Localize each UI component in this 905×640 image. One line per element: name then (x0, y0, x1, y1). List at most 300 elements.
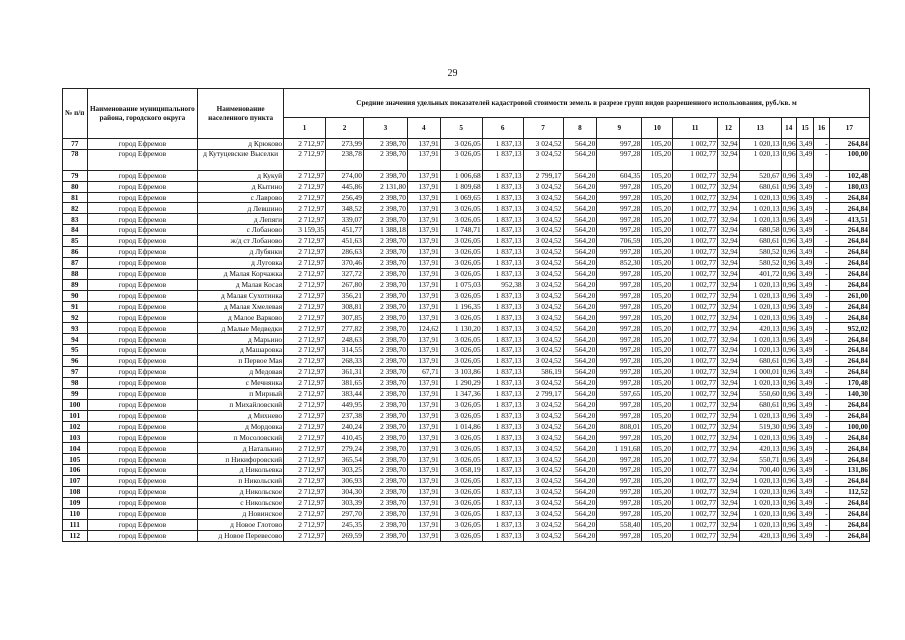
value-cell-group-4: 67,71 (407, 367, 440, 378)
value-cell-group-6: 1 837,13 (482, 476, 523, 487)
value-cell-group-17: 140,30 (829, 388, 869, 399)
value-cell-group-12: 32,94 (718, 192, 739, 203)
row-district-cell: город Ефремов (87, 443, 198, 454)
value-cell-group-7: 3 024,52 (523, 149, 563, 170)
row-district-cell: город Ефремов (87, 345, 198, 356)
row-index-cell: 103 (63, 432, 88, 443)
value-cell-group-7: 3 024,52 (523, 465, 563, 476)
value-cell-group-1: 2 712,97 (284, 377, 326, 388)
value-cell-group-9: 706,59 (597, 236, 642, 247)
header-values-title: Средние значения удельных показателей кадастровой стоимости земель в разрезе групп видов разрешенного использования, руб./кв. м (284, 89, 870, 118)
value-cell-group-17: 264,84 (829, 139, 869, 150)
value-cell-group-16: - (814, 312, 829, 323)
row-district-cell: город Ефремов (87, 465, 198, 476)
value-cell-group-14: 0,96 (782, 225, 796, 235)
value-cell-group-3: 2 398,70 (363, 268, 407, 279)
value-cell-group-12: 32,94 (718, 399, 739, 410)
row-index-cell: 102 (63, 421, 88, 432)
value-cell-group-3: 2 398,70 (363, 476, 407, 487)
value-cell-group-12: 32,94 (718, 268, 739, 279)
table-row (63, 139, 870, 150)
value-cell-group-6: 1 837,13 (482, 399, 523, 410)
header-group-3: 3 (363, 118, 407, 139)
value-cell-group-1: 2 712,97 (284, 399, 326, 410)
row-district-cell: город Ефремов (87, 149, 198, 170)
value-cell-group-14: 0,96 (782, 454, 796, 464)
table-row (63, 181, 870, 192)
value-cell-group-11: 1 002,77 (673, 465, 718, 476)
value-cell-group-14: 0,96 (782, 170, 796, 180)
value-cell-group-7: 3 024,52 (523, 203, 563, 214)
row-place-cell: п Михайловский (198, 399, 284, 410)
value-cell-group-1: 2 712,97 (284, 508, 326, 519)
value-cell-group-2: 245,35 (326, 519, 364, 530)
value-cell-group-6: 1 837,13 (482, 367, 523, 378)
value-cell-group-6: 952,38 (482, 279, 523, 290)
value-cell-group-13: 1 020,13 (739, 410, 781, 421)
value-cell-group-10: 105,20 (642, 530, 673, 541)
row-place-cell: д Кукуй (198, 170, 284, 181)
row-index-cell: 94 (63, 334, 88, 345)
value-cell-group-12: 32,94 (718, 170, 739, 181)
value-cell-group-10: 105,20 (642, 257, 673, 268)
value-cell-group-2: 240,24 (326, 421, 364, 432)
value-cell-group-5: 3 103,86 (440, 367, 482, 378)
value-cell-group-6: 1 837,13 (482, 225, 523, 236)
value-cell-group-2: 451,77 (326, 225, 364, 236)
value-cell-group-16: - (814, 388, 829, 399)
row-district-cell: город Ефремов (87, 268, 198, 279)
value-cell-group-15: 3,49 (796, 279, 813, 290)
value-cell-group-6: 1 837,13 (482, 149, 523, 170)
value-cell-group-10: 105,20 (642, 268, 673, 279)
value-cell-group-17: 264,84 (829, 247, 869, 258)
value-cell-group-8: 564,20 (563, 486, 597, 497)
header-group-15: 15 (796, 118, 813, 139)
value-cell-group-3: 2 398,70 (363, 443, 407, 454)
value-cell-group-16: - (814, 290, 829, 301)
value-cell-group-14: 0,96 (782, 378, 796, 388)
value-cell-group-7: 3 024,52 (523, 139, 563, 150)
value-cell-group-8: 564,20 (563, 192, 597, 203)
value-cell-group-6: 1 837,13 (482, 454, 523, 465)
value-cell-group-15: 3,49 (796, 203, 813, 214)
value-cell-group-15: 3,49 (796, 192, 813, 203)
value-cell-group-9: 997,28 (597, 530, 642, 541)
value-cell-group-13: 420,13 (739, 323, 781, 334)
row-district-cell: город Ефремов (87, 410, 198, 421)
value-cell-group-6: 1 837,13 (482, 334, 523, 345)
table-row (63, 530, 870, 541)
value-cell-group-17: 264,84 (829, 301, 869, 312)
value-cell-group-5: 3 026,05 (440, 290, 482, 301)
value-cell-group-14: 0,96 (782, 487, 796, 497)
value-cell-group-4: 137,91 (407, 149, 440, 170)
value-cell-group-17: 264,84 (829, 508, 869, 519)
value-cell-group-6: 1 837,13 (482, 530, 523, 541)
value-cell-group-8: 564,20 (563, 334, 597, 345)
value-cell-group-9: 997,28 (597, 312, 642, 323)
value-cell-group-11: 1 002,77 (673, 486, 718, 497)
value-cell-group-10: 105,20 (642, 139, 673, 150)
value-cell-group-4: 137,91 (407, 345, 440, 356)
header-group-5: 5 (440, 118, 482, 139)
row-index-cell: 112 (63, 530, 88, 541)
value-cell-group-10: 105,20 (642, 486, 673, 497)
value-cell-group-5: 3 026,05 (440, 497, 482, 508)
value-cell-group-8: 564,20 (563, 170, 597, 181)
value-cell-group-2: 308,81 (326, 301, 364, 312)
value-cell-group-10: 105,20 (642, 334, 673, 345)
value-cell-group-10: 105,20 (642, 454, 673, 465)
value-cell-group-7: 3 024,52 (523, 443, 563, 454)
table-row (63, 345, 870, 356)
value-cell-group-1: 2 712,97 (284, 454, 326, 465)
value-cell-group-13: 1 020,13 (739, 301, 781, 312)
value-cell-group-1: 2 712,97 (284, 257, 326, 268)
value-cell-group-6: 1 837,13 (482, 170, 523, 181)
row-index-cell: 107 (63, 476, 88, 487)
row-index-cell: 104 (63, 443, 88, 454)
value-cell-group-10: 105,20 (642, 421, 673, 432)
value-cell-group-14: 0,96 (782, 509, 796, 519)
value-cell-group-17: 100,00 (829, 421, 869, 432)
row-place-cell: ж/д ст Лобаново (198, 236, 284, 247)
value-cell-group-17: 952,02 (829, 323, 869, 334)
table-row (63, 476, 870, 487)
value-cell-group-7: 3 024,52 (523, 345, 563, 356)
value-cell-group-1: 2 712,97 (284, 497, 326, 508)
row-district-cell: город Ефремов (87, 290, 198, 301)
value-cell-group-15: 3,49 (796, 345, 813, 356)
value-cell-group-10: 105,20 (642, 279, 673, 290)
value-cell-group-6: 1 837,13 (482, 301, 523, 312)
value-cell-group-1: 2 712,97 (284, 519, 326, 530)
value-cell-group-14: 0,96 (782, 432, 796, 442)
row-place-cell: с Лаврово (198, 192, 284, 203)
row-district-cell: город Ефремов (87, 323, 198, 334)
value-cell-group-7: 3 024,52 (523, 312, 563, 323)
value-cell-group-13: 1 020,13 (739, 508, 781, 519)
value-cell-group-3: 2 398,70 (363, 279, 407, 290)
table-row (63, 334, 870, 345)
value-cell-group-15: 3,49 (796, 421, 813, 432)
value-cell-group-12: 32,94 (718, 519, 739, 530)
value-cell-group-10: 105,20 (642, 323, 673, 334)
row-place-cell: д Малая Корчажка (198, 268, 284, 279)
row-place-cell: д Малое Варково (198, 312, 284, 323)
value-cell-group-6: 1 837,13 (482, 377, 523, 388)
value-cell-group-8: 564,20 (563, 139, 597, 150)
value-cell-group-15: 3,49 (796, 519, 813, 530)
value-cell-group-7: 3 024,52 (523, 410, 563, 421)
table-row (63, 268, 870, 279)
value-cell-group-8: 564,20 (563, 399, 597, 410)
header-group-7: 7 (523, 118, 563, 139)
table-row (63, 214, 870, 225)
value-cell-group-11: 1 002,77 (673, 323, 718, 334)
row-index-cell: 95 (63, 345, 88, 356)
value-cell-group-5: 3 026,05 (440, 486, 482, 497)
value-cell-group-5: 3 026,05 (440, 312, 482, 323)
row-district-cell: город Ефремов (87, 530, 198, 541)
value-cell-group-7: 3 024,52 (523, 432, 563, 443)
value-cell-group-17: 264,84 (829, 356, 869, 367)
value-cell-group-1: 3 159,35 (284, 225, 326, 236)
value-cell-group-17: 264,84 (829, 192, 869, 203)
value-cell-group-10: 105,20 (642, 290, 673, 301)
value-cell-group-11: 1 002,77 (673, 530, 718, 541)
value-cell-group-17: 180,03 (829, 181, 869, 192)
value-cell-group-16: - (814, 508, 829, 519)
value-cell-group-9: 997,28 (597, 192, 642, 203)
row-district-cell: город Ефремов (87, 486, 198, 497)
table-row (63, 508, 870, 519)
value-cell-group-15: 3,49 (796, 399, 813, 410)
value-cell-group-16: - (814, 530, 829, 541)
value-cell-group-3: 2 398,70 (363, 203, 407, 214)
value-cell-group-15: 3,49 (796, 476, 813, 487)
row-index-cell: 93 (63, 323, 88, 334)
value-cell-group-10: 105,20 (642, 181, 673, 192)
header-group-1: 1 (284, 118, 326, 139)
value-cell-group-14: 0,96 (782, 192, 796, 202)
table-row (63, 279, 870, 290)
value-cell-group-16: - (814, 170, 829, 181)
value-cell-group-11: 1 002,77 (673, 192, 718, 203)
value-cell-group-17: 264,84 (829, 257, 869, 268)
value-cell-group-1: 2 712,97 (284, 421, 326, 432)
value-cell-group-16: - (814, 421, 829, 432)
value-cell-group-8: 564,20 (563, 465, 597, 476)
value-cell-group-12: 32,94 (718, 367, 739, 378)
value-cell-group-6: 1 837,13 (482, 465, 523, 476)
value-cell-group-16: - (814, 236, 829, 247)
value-cell-group-10: 105,20 (642, 203, 673, 214)
value-cell-group-8: 564,20 (563, 181, 597, 192)
value-cell-group-14: 0,96 (782, 280, 796, 290)
value-cell-group-1: 2 712,97 (284, 181, 326, 192)
value-cell-group-15: 3,49 (796, 367, 813, 378)
value-cell-group-12: 32,94 (718, 476, 739, 487)
row-place-cell: д Новое Перевесово (198, 530, 284, 541)
value-cell-group-2: 381,65 (326, 377, 364, 388)
value-cell-group-4: 137,91 (407, 486, 440, 497)
value-cell-group-13: 1 020,13 (739, 279, 781, 290)
value-cell-group-6: 1 837,13 (482, 139, 523, 150)
value-cell-group-4: 137,91 (407, 530, 440, 541)
value-cell-group-4: 137,91 (407, 257, 440, 268)
value-cell-group-7: 3 024,52 (523, 192, 563, 203)
value-cell-group-9: 558,40 (597, 519, 642, 530)
value-cell-group-9: 997,28 (597, 225, 642, 236)
value-cell-group-14: 0,96 (782, 290, 796, 300)
value-cell-group-10: 105,20 (642, 149, 673, 170)
value-cell-group-1: 2 712,97 (284, 476, 326, 487)
value-cell-group-8: 564,20 (563, 301, 597, 312)
table-row (63, 421, 870, 432)
value-cell-group-4: 137,91 (407, 181, 440, 192)
value-cell-group-5: 1 748,71 (440, 225, 482, 236)
value-cell-group-11: 1 002,77 (673, 312, 718, 323)
value-cell-group-7: 3 024,52 (523, 181, 563, 192)
value-cell-group-5: 3 026,05 (440, 214, 482, 225)
value-cell-group-3: 2 398,70 (363, 170, 407, 181)
value-cell-group-12: 32,94 (718, 454, 739, 465)
value-cell-group-3: 2 398,70 (363, 301, 407, 312)
value-cell-group-2: 268,33 (326, 356, 364, 367)
table-row (63, 356, 870, 367)
value-cell-group-15: 3,49 (796, 334, 813, 345)
value-cell-group-17: 413,51 (829, 214, 869, 225)
row-index-cell: 82 (63, 203, 88, 214)
value-cell-group-1: 2 712,97 (284, 290, 326, 301)
value-cell-group-3: 2 398,70 (363, 465, 407, 476)
row-place-cell: с Мечнянка (198, 377, 284, 388)
row-index-cell: 89 (63, 279, 88, 290)
value-cell-group-16: - (814, 334, 829, 345)
value-cell-group-12: 32,94 (718, 421, 739, 432)
value-cell-group-1: 2 712,97 (284, 367, 326, 378)
value-cell-group-3: 2 398,70 (363, 149, 407, 170)
value-cell-group-5: 3 026,05 (440, 236, 482, 247)
value-cell-group-16: - (814, 214, 829, 225)
value-cell-group-10: 105,20 (642, 443, 673, 454)
value-cell-group-5: 3 026,05 (440, 149, 482, 170)
value-cell-group-5: 1 069,65 (440, 192, 482, 203)
value-cell-group-14: 0,96 (782, 139, 796, 149)
value-cell-group-15: 3,49 (796, 454, 813, 465)
value-cell-group-4: 137,91 (407, 432, 440, 443)
value-cell-group-6: 1 837,13 (482, 421, 523, 432)
value-cell-group-2: 286,63 (326, 247, 364, 258)
value-cell-group-9: 997,28 (597, 367, 642, 378)
value-cell-group-9: 997,28 (597, 454, 642, 465)
value-cell-group-17: 170,48 (829, 377, 869, 388)
value-cell-group-13: 519,30 (739, 421, 781, 432)
value-cell-group-17: 264,84 (829, 367, 869, 378)
value-cell-group-9: 997,28 (597, 139, 642, 150)
row-index-cell: 110 (63, 508, 88, 519)
header-group-10: 10 (642, 118, 673, 139)
value-cell-group-5: 3 026,05 (440, 334, 482, 345)
value-cell-group-11: 1 002,77 (673, 268, 718, 279)
value-cell-group-8: 564,20 (563, 203, 597, 214)
value-cell-group-4: 137,91 (407, 377, 440, 388)
value-cell-group-17: 264,84 (829, 203, 869, 214)
row-district-cell: город Ефремов (87, 388, 198, 399)
value-cell-group-14: 0,96 (782, 399, 796, 409)
value-cell-group-11: 1 002,77 (673, 247, 718, 258)
value-cell-group-13: 680,58 (739, 225, 781, 236)
table-row (63, 301, 870, 312)
value-cell-group-11: 1 002,77 (673, 443, 718, 454)
table-row (63, 257, 870, 268)
value-cell-group-1: 2 712,97 (284, 334, 326, 345)
value-cell-group-4: 137,91 (407, 465, 440, 476)
page-number: 29 (447, 68, 458, 79)
value-cell-group-1: 2 712,97 (284, 301, 326, 312)
value-cell-group-6: 1 837,13 (482, 356, 523, 367)
row-place-cell: д Натальино (198, 443, 284, 454)
value-cell-group-15: 3,49 (796, 486, 813, 497)
value-cell-group-14: 0,96 (782, 181, 796, 191)
value-cell-group-10: 105,20 (642, 356, 673, 367)
value-cell-group-4: 137,91 (407, 139, 440, 150)
value-cell-group-9: 997,28 (597, 508, 642, 519)
row-index-cell: 101 (63, 410, 88, 421)
row-district-cell: город Ефремов (87, 519, 198, 530)
row-district-cell: город Ефремов (87, 279, 198, 290)
value-cell-group-13: 420,13 (739, 530, 781, 541)
table-row (63, 399, 870, 410)
value-cell-group-14: 0,96 (782, 356, 796, 366)
value-cell-group-3: 2 398,70 (363, 236, 407, 247)
value-cell-group-11: 1 002,77 (673, 290, 718, 301)
value-cell-group-6: 1 837,13 (482, 214, 523, 225)
value-cell-group-8: 564,20 (563, 149, 597, 170)
header-group-4: 4 (407, 118, 440, 139)
value-cell-group-17: 264,84 (829, 225, 869, 236)
value-cell-group-1: 2 712,97 (284, 203, 326, 214)
value-cell-group-12: 32,94 (718, 225, 739, 236)
value-cell-group-4: 137,91 (407, 508, 440, 519)
value-cell-group-17: 264,84 (829, 312, 869, 323)
value-cell-group-2: 314,55 (326, 345, 364, 356)
value-cell-group-2: 303,25 (326, 465, 364, 476)
header-group-16: 16 (814, 118, 829, 139)
value-cell-group-7: 3 024,52 (523, 323, 563, 334)
value-cell-group-5: 3 026,05 (440, 508, 482, 519)
value-cell-group-13: 1 020,13 (739, 345, 781, 356)
value-cell-group-13: 1 020,13 (739, 312, 781, 323)
value-cell-group-12: 32,94 (718, 139, 739, 150)
value-cell-group-16: - (814, 225, 829, 236)
value-cell-group-9: 852,30 (597, 257, 642, 268)
row-place-cell: п Никифоровский (198, 454, 284, 465)
value-cell-group-8: 564,20 (563, 345, 597, 356)
value-cell-group-9: 597,65 (597, 388, 642, 399)
row-district-cell: город Ефремов (87, 432, 198, 443)
value-cell-group-3: 2 398,70 (363, 388, 407, 399)
table-row (63, 312, 870, 323)
value-cell-group-6: 1 837,13 (482, 497, 523, 508)
value-cell-group-8: 564,20 (563, 290, 597, 301)
value-cell-group-8: 564,20 (563, 519, 597, 530)
value-cell-group-4: 137,91 (407, 192, 440, 203)
value-cell-group-16: - (814, 476, 829, 487)
value-cell-group-8: 564,20 (563, 268, 597, 279)
value-cell-group-10: 105,20 (642, 497, 673, 508)
value-cell-group-6: 1 837,13 (482, 257, 523, 268)
value-cell-group-4: 137,91 (407, 388, 440, 399)
value-cell-group-13: 401,72 (739, 268, 781, 279)
value-cell-group-3: 2 398,70 (363, 421, 407, 432)
value-cell-group-2: 356,21 (326, 290, 364, 301)
value-cell-group-16: - (814, 149, 829, 170)
value-cell-group-7: 3 024,52 (523, 225, 563, 236)
value-cell-group-11: 1 002,77 (673, 454, 718, 465)
value-cell-group-1: 2 712,97 (284, 443, 326, 454)
value-cell-group-4: 137,91 (407, 170, 440, 181)
value-cell-group-11: 1 002,77 (673, 214, 718, 225)
row-place-cell: д Мордовка (198, 421, 284, 432)
value-cell-group-4: 137,91 (407, 399, 440, 410)
value-cell-group-6: 1 837,13 (482, 432, 523, 443)
value-cell-group-6: 1 837,13 (482, 268, 523, 279)
row-index-cell: 99 (63, 388, 88, 399)
value-cell-group-15: 3,49 (796, 388, 813, 399)
